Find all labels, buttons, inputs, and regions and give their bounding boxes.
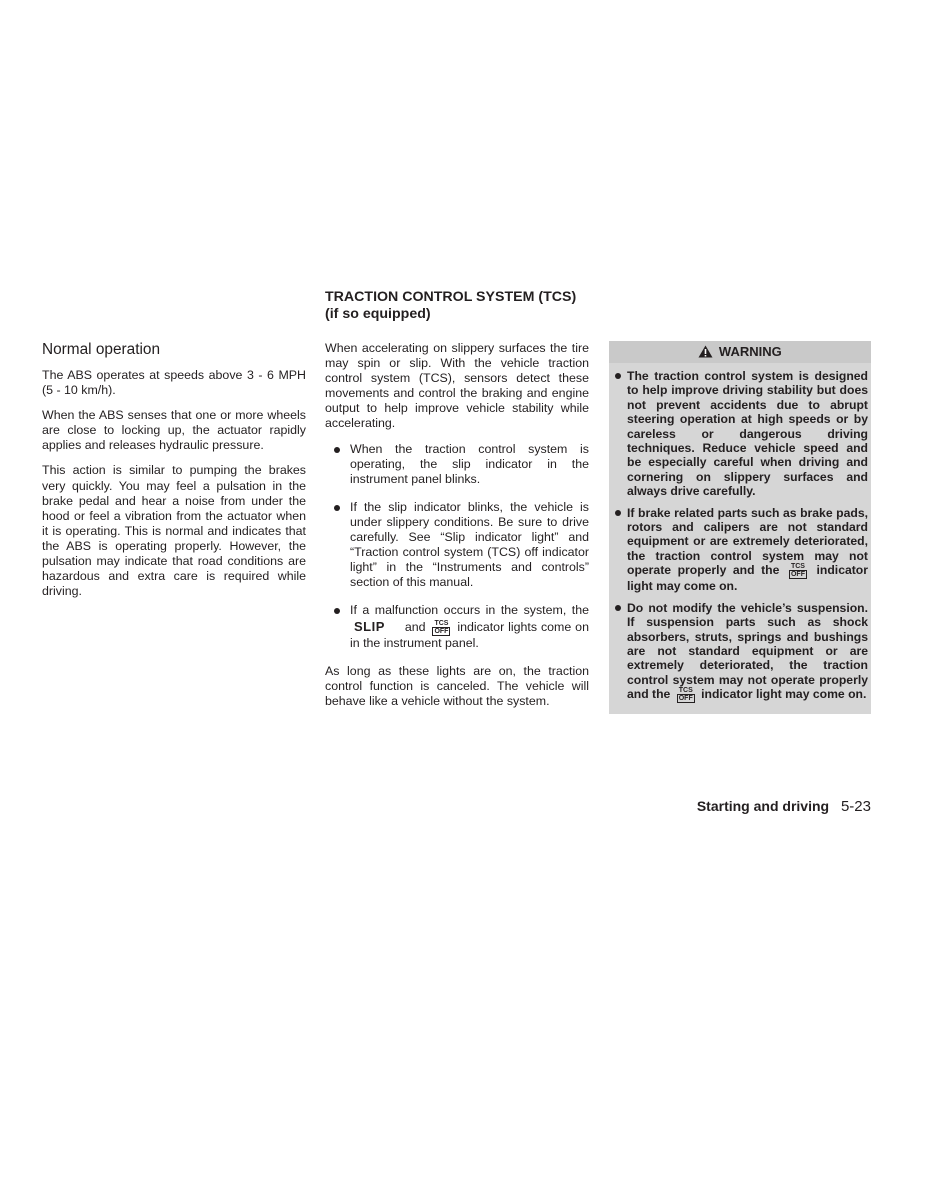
warning-title: WARNING <box>718 344 782 359</box>
chapter-title: Starting and driving <box>696 798 830 814</box>
tcs-bullet-item <box>325 500 589 591</box>
abs-speed-paragraph: The ABS operates at speeds above 3 - 6 MPH (5 - 10 km/h). <box>42 368 306 398</box>
warning-box <box>609 341 871 714</box>
bullet-dot-icon <box>334 447 340 453</box>
warning-header <box>609 341 871 363</box>
tcs-bullet-text: indicator lights come on in the instrument panel. <box>350 619 589 650</box>
bullet-dot-icon <box>334 505 340 511</box>
warning-item <box>612 506 868 594</box>
bullet-dot-icon <box>615 510 621 516</box>
abs-locking-paragraph: When the ABS senses that one or more wheels are close to locking up, the actuator rapidly applies and releases hydraulic pressure. <box>42 408 306 453</box>
middle-column <box>325 289 589 719</box>
abs-pulsation-paragraph: This action is similar to pumping the brakes very quickly. You may feel a pulsation in the brake pedal and hear a noise from under the hood or feel a vibration from the actuator when it is operating. This is normal and indicates that the ABS is operating properly. However, the pulsation may indicate that road conditions are hazardous and extra care is required while driving. <box>42 463 306 599</box>
tcs-section-title <box>325 289 589 323</box>
tcs-bullet-text: and <box>404 619 426 634</box>
tcs-intro-paragraph: When accelerating on slippery surfaces the tire may spin or slip. With the vehicle traction control system (TCS), sensors detect these movements and control the braking and engine output to help improve vehicle stability while accelerating. <box>325 341 589 431</box>
warning-item-text: indicator light may come on. <box>627 563 868 594</box>
normal-operation-heading: Normal operation <box>42 341 161 358</box>
bullet-dot-icon <box>615 605 621 611</box>
tcs-bullet-item <box>325 603 589 650</box>
bullet-dot-icon <box>334 608 340 614</box>
warning-body <box>609 363 871 714</box>
warning-item-text: The traction control system is designed to help improve driving stability but does not prevent accidents due to abrupt steering operation at high speeds or by careless or dangerous driving techniques. Reduce vehicle speed and be especially careful when driving and cornering on slippery surfaces and always drive carefully. <box>627 369 868 499</box>
left-column <box>42 340 306 609</box>
tcs-bullet-item <box>325 442 589 487</box>
tcs-bullet-text: If a malfunction occurs in the system, the <box>350 603 589 618</box>
tcs-closing-paragraph: As long as these lights are on, the traction control function is canceled. The vehicle will behave like a vehicle without the system. <box>325 663 589 708</box>
bullet-dot-icon <box>615 373 621 379</box>
tcs-title-line2: (if so equipped) <box>325 306 431 322</box>
warning-triangle-icon <box>698 345 713 358</box>
tcs-title-line1: TRACTION CONTROL SYSTEM (TCS) <box>325 289 577 305</box>
page-number: 5-23 <box>840 798 871 815</box>
tcs-off-indicator-icon: TCS OFF <box>678 687 693 703</box>
warning-list <box>612 369 868 703</box>
tcs-off-indicator-icon: TCS OFF <box>434 619 449 635</box>
page-footer <box>600 798 871 815</box>
tcs-bullet-text: When the traction control system is operating, the slip indicator in the instrument panel blinks. <box>350 441 589 486</box>
tcs-bullet-text: If the slip indicator blinks, the vehicle is under slippery conditions. Be sure to drive carefully. See “Slip indicator light” and “Traction control system (TCS) off indicator light” in the “Instruments and controls” section of this manual. <box>350 499 589 590</box>
warning-item-text: indicator light may come on. <box>701 687 867 702</box>
tcs-bullet-list <box>325 442 589 651</box>
slip-indicator-icon: SLIP <box>354 618 385 634</box>
warning-item-text: If brake related parts such as brake pads, rotors and calipers are not standard equipment or are extremely deteriorated, the traction control system may not operate properly and the <box>627 505 868 578</box>
warning-item <box>612 601 868 703</box>
warning-item <box>612 369 868 499</box>
tcs-off-indicator-icon: TCS OFF <box>790 563 805 579</box>
warning-item-text: Do not modify the vehicle’s suspension. If suspension parts such as shock absorbers, struts, springs and bushings are not standard equipment or are extremely deteriorated, the traction control system may not operate properly and the <box>627 600 868 702</box>
